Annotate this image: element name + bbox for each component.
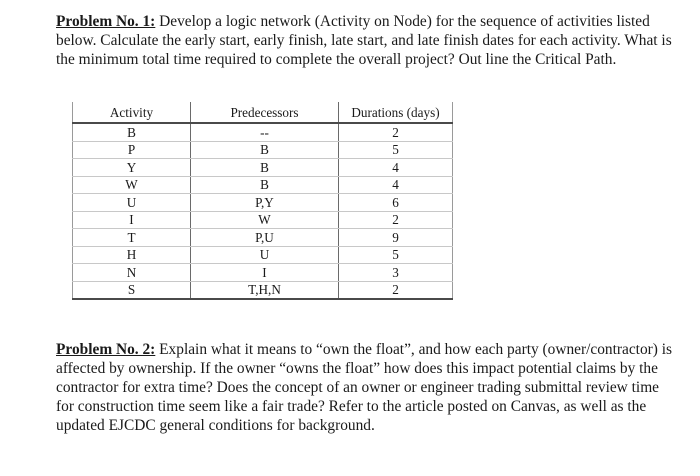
predecessors-cell: P,Y	[191, 194, 339, 212]
predecessors-cell: T,H,N	[191, 281, 339, 299]
duration-cell: 3	[339, 264, 453, 282]
duration-cell: 5	[339, 246, 453, 264]
problem-1-paragraph	[56, 12, 676, 69]
table-header-row	[73, 102, 453, 123]
activity-table	[72, 102, 453, 300]
table-row	[73, 246, 453, 264]
activity-cell: U	[73, 194, 191, 212]
predecessors-cell: B	[191, 141, 339, 159]
predecessors-cell: B	[191, 159, 339, 177]
problem-2-text: Explain what it means to “own the float”, and how each party (owner/contractor) is affected by ownership. If the owner “owns the float” how does this impact potential claims by the contractor for extra time? Does the concept of an owner or engineer trading submittal review time for construction time seem like a fair trade? Refer to the article posted on Canvas, as well as the updated EJCDC general conditions for background.	[56, 341, 673, 434]
problem-2-paragraph	[56, 340, 676, 435]
problem-1-heading: Problem No. 1:	[56, 13, 156, 30]
activity-cell: I	[73, 211, 191, 229]
predecessors-cell: W	[191, 211, 339, 229]
table-row	[73, 194, 453, 212]
header-durations: Durations (days)	[339, 102, 453, 123]
table-row	[73, 123, 453, 141]
activity-cell: W	[73, 176, 191, 194]
problem-1-text: Develop a logic network (Activity on Node) for the sequence of activities listed below. Calculate the early start, early finish, late start, and late finish dates for each activity. What is the minimum total time required to complete the overall project? Out line the Critical Path.	[56, 13, 672, 68]
table-row	[73, 229, 453, 247]
activity-cell: H	[73, 246, 191, 264]
duration-cell: 2	[339, 211, 453, 229]
activity-cell: S	[73, 281, 191, 299]
duration-cell: 4	[339, 159, 453, 177]
predecessors-cell: B	[191, 176, 339, 194]
header-predecessors: Predecessors	[191, 102, 339, 123]
table-row	[73, 159, 453, 177]
activity-cell: Y	[73, 159, 191, 177]
duration-cell: 9	[339, 229, 453, 247]
predecessors-cell: --	[191, 123, 339, 141]
table-row	[73, 176, 453, 194]
predecessors-cell: U	[191, 246, 339, 264]
duration-cell: 4	[339, 176, 453, 194]
table-row	[73, 141, 453, 159]
predecessors-cell: P,U	[191, 229, 339, 247]
table-row	[73, 264, 453, 282]
duration-cell: 6	[339, 194, 453, 212]
duration-cell: 2	[339, 123, 453, 141]
activity-cell: P	[73, 141, 191, 159]
predecessors-cell: I	[191, 264, 339, 282]
table-row	[73, 211, 453, 229]
table-row	[73, 281, 453, 299]
activity-cell: N	[73, 264, 191, 282]
activity-cell: B	[73, 123, 191, 141]
duration-cell: 5	[339, 141, 453, 159]
activity-cell: T	[73, 229, 191, 247]
duration-cell: 2	[339, 281, 453, 299]
problem-2-heading: Problem No. 2:	[56, 341, 156, 358]
header-activity: Activity	[73, 102, 191, 123]
